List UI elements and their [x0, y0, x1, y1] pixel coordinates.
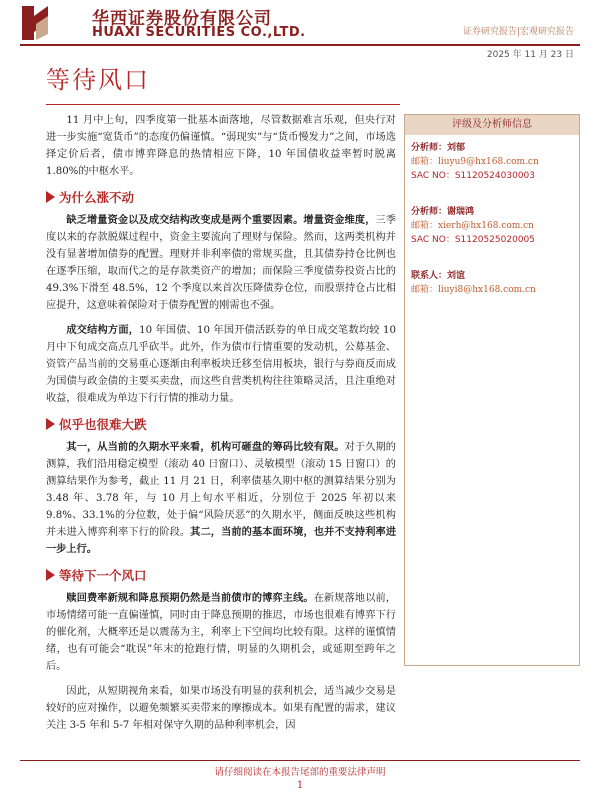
section-heading: 似乎也很难大跌 — [46, 415, 396, 433]
report-type: 证券研究报告|宏观研究报告 — [462, 27, 574, 37]
main-content — [46, 112, 396, 742]
page-number: 1 — [296, 780, 304, 791]
triangle-bullet-icon — [46, 418, 55, 430]
analyst-sidebar — [404, 114, 580, 666]
body-paragraph: 其一，从当前的久期水平来看，机构可砸盘的筹码比较有限。对于久期的测算，我们沿用稳定模型（滚动 40 日窗口）、灵敏模型（滚动 15 日窗口）的测算结果作为参考，截止 11 月 21 日，利率债基久期中枢的测算结果分别为 3.48 年、3.78 年，与 10 月上旬水平相近，分别位于 2025 年初以来 9.8%、33.1%的分位数，处于偏“风险厌恶”的久期水平，侧面反映这些机构并未进入博弈利率下行的阶段。其二，当前的基本面环境，也并不支持利率进一步上行。 — [46, 441, 397, 555]
company-name-cn: 华西证券股份有限公司 — [92, 9, 272, 29]
triangle-bullet-icon — [46, 569, 55, 581]
report-title: 等待风口 — [46, 66, 150, 94]
sidebar-heading: 评级及分析师信息 — [405, 115, 579, 135]
email-link[interactable]: 邮箱：xierh@hx168.com.cn — [411, 221, 534, 231]
section-heading: 等待下一个风口 — [46, 566, 396, 584]
huaxi-logo-icon — [20, 4, 82, 42]
analyst-card: 分析师：刘郁 邮箱：liuyu9@hx168.com.cn SAC NO：S1120524030003 — [405, 135, 579, 183]
title-divider — [46, 104, 400, 105]
footer-divider — [20, 760, 580, 761]
company-name-en: HUAXI SECURITIES CO.,LTD. — [92, 25, 306, 40]
intro-paragraph: 11 月中上旬，四季度第一批基本面落地，尽管数据难言乐观，但央行对进一步实施“宽货币”的态度仍偏谨慎。“弱现实”与“货币慢发力”之间，市场选择定价后者，债市博弈降息的热情相应下降，10 年国债收益率暂时脱离 1.80%的中枢水平。 — [46, 115, 396, 177]
email-link[interactable]: 邮箱：liuyi8@hx168.com.cn — [411, 285, 536, 295]
body-paragraph: 因此，从短期视角来看，如果市场没有明显的获利机会，适当减少交易是较好的应对操作，以避免频繁买卖带来的摩擦成本。如果有配置的需求，建议关注 3-5 年和 5-7 年相对保守久期的品种利率机会，因 — [46, 686, 396, 731]
report-date: 2025 年 11 月 23 日 — [486, 50, 574, 60]
footer-disclaimer: 请仔细阅读在本报告尾部的重要法律声明 — [214, 767, 386, 778]
analyst-card: 分析师：谢瑞鸿 邮箱：xierh@hx168.com.cn SAC NO：S1120525020005 — [405, 183, 579, 247]
email-link[interactable]: 邮箱：liuyu9@hx168.com.cn — [411, 157, 539, 167]
triangle-bullet-icon — [46, 191, 55, 203]
body-paragraph: 赎回费率新规和降息预期仍然是当前债市的博弈主线。在新规落地以前，市场情绪可能一直偏谨慎，同时由于降息预期的推迟，市场也很难有博弈下行的催化剂，大概率还是以震荡为主，利率上下空间均比较有限。这样的谨慎情绪，也有可能会“耽误”年末的抢跑行情，明显的久期机会，或延期至跨年之后。 — [46, 592, 397, 672]
section-heading: 为什么涨不动 — [46, 188, 396, 206]
body-paragraph: 缺乏增量资金以及成交结构改变成是两个重要因素。增量资金维度，三季度以来的存款脱媒过程中，资金主要流向了理财与保险。然而，这两类机构并没有显著增加债券的配置。理财并非利率债的常规买盘，且其债券持仓比例也在逐季压缩，取而代之的是存款类资产的增加；而保险三季度债券投资占比的 49.3%下滑至 48.5%，12 个季度以来首次压降债券仓位，而股票持仓占比相应提升，这意味着保险对于债券配置的刚需也不强。 — [46, 214, 397, 311]
analyst-card: 联系人：刘谊 邮箱：liuyi8@hx168.com.cn — [405, 247, 579, 297]
header-divider — [20, 44, 580, 46]
body-paragraph: 成交结构方面，10 年国债、10 年国开债活跃券的单日成交笔数均较 10 月中下旬成交高点几乎砍半。此外，作为债市行情重要的发动机，公募基金、资管产品当前的交易重心逐渐由利率板块迁移至信用板块，银行与券商反而成为国债与政金债的主要买卖盘，而这些自营类机构往往策略灵活，且注重绝对收益，很难成为单边下行行情的推动力量。 — [46, 324, 396, 404]
